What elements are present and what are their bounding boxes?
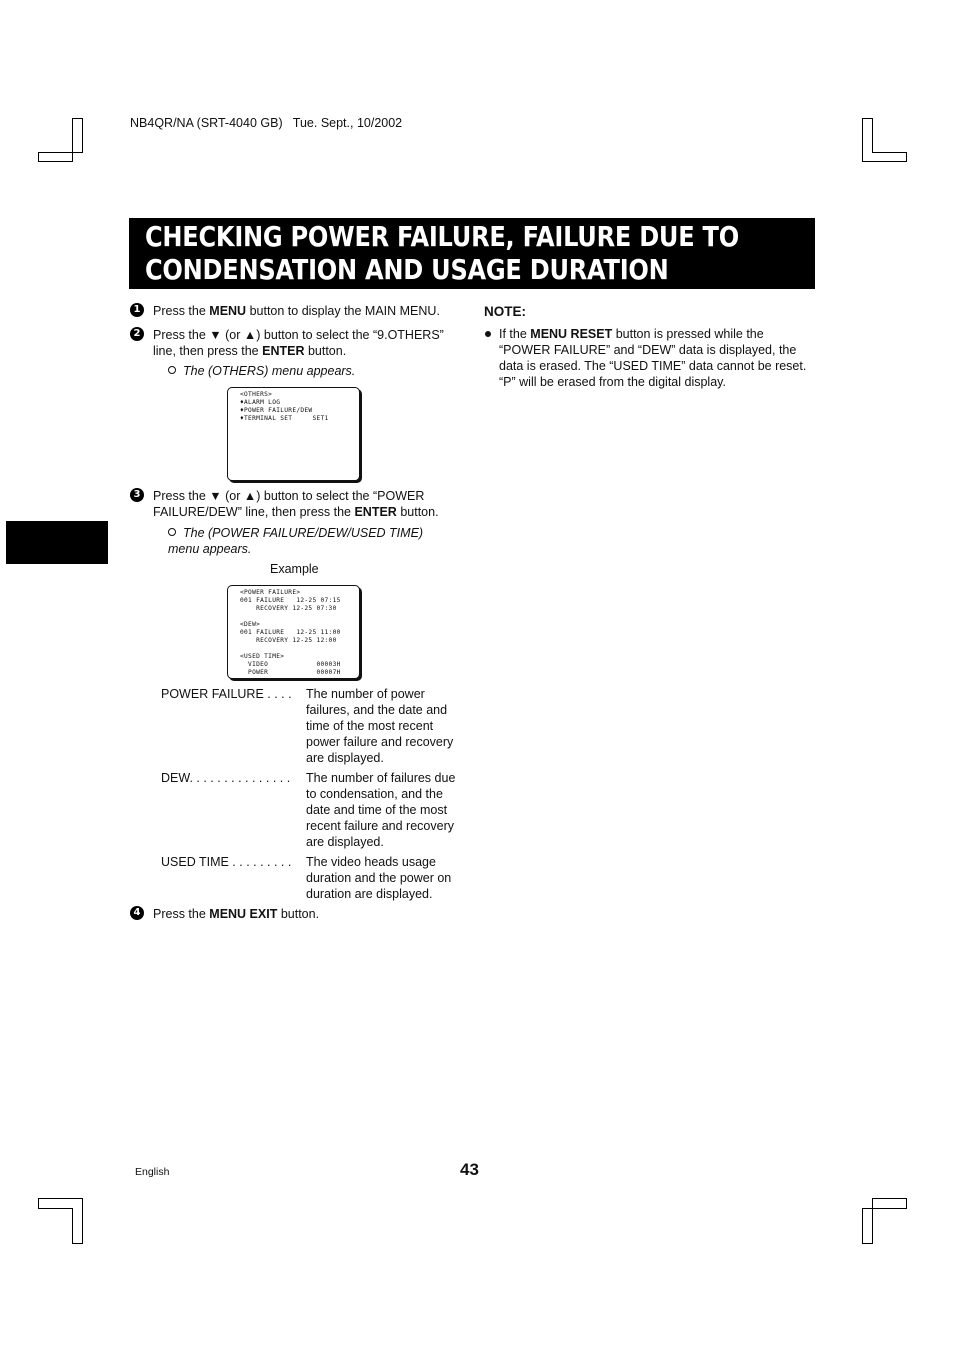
screen-line: <DEW> (240, 621, 261, 628)
step-number: 2 (130, 327, 144, 341)
step-4-text: Press the MENU EXIT button. (153, 907, 320, 921)
screen-line: ♦POWER FAILURE/DEW (240, 407, 313, 414)
crop-mark (72, 118, 83, 119)
footer-language: English (135, 1166, 170, 1178)
crop-mark (862, 118, 873, 119)
power-failure-screen (227, 585, 360, 679)
screen-line: RECOVERY 12-25 07:30 (240, 605, 337, 612)
step-1-text: Press the MENU button to display the MAIN MENU. (153, 304, 440, 318)
others-menu-screen (227, 387, 360, 481)
definition-desc: The video heads usage duration and the power on duration are displayed. (306, 855, 452, 901)
crop-mark (38, 1198, 82, 1199)
screen-line: RECOVERY 12-25 12:00 (240, 637, 337, 644)
screen-line: POWER 00007H (240, 669, 341, 676)
crop-mark (38, 152, 39, 162)
crop-mark (862, 1208, 863, 1244)
crop-mark (906, 1198, 907, 1209)
crop-mark (862, 1243, 873, 1244)
screen-line: 001 FAILURE 12-25 11:00 (240, 629, 341, 636)
page-title (129, 218, 815, 289)
step-3-result: The (POWER FAILURE/DEW/USED TIME) menu appears. (168, 526, 424, 556)
note-text: If the MENU RESET button is pressed while the “POWER FAILURE” and “DEW” data is displayed, the data is erased. The “USED TIME” data cannot be reset. “P” will be erased from the digital display. (499, 327, 807, 389)
circle-bullet-icon (168, 366, 176, 374)
screen-line: 001 FAILURE 12-25 07:15 (240, 597, 341, 604)
document-code: NB4QR/NA (SRT-4040 GB) Tue. Sept., 10/2002 (130, 116, 403, 130)
definition-desc: The number of power failures, and the date and time of the most recent power failure and recovery are displayed. (306, 687, 454, 765)
crop-mark (72, 1208, 73, 1244)
section-tab (6, 521, 108, 564)
bullet-icon (485, 331, 491, 337)
circle-bullet-icon (168, 528, 176, 536)
crop-mark (906, 152, 907, 162)
step-3-text: Press the ▼ (or ▲) button to select the “POWER FAILURE/DEW” line, then press the ENTER button. (153, 489, 439, 519)
crop-mark (72, 1243, 83, 1244)
step-number: 3 (130, 488, 144, 502)
step-2-text: Press the ▼ (or ▲) button to select the “9.OTHERS” line, then press the ENTER button. (153, 328, 444, 358)
page-title-line-1: CHECKING POWER FAILURE, FAILURE DUE TO (145, 220, 739, 253)
crop-mark (72, 118, 73, 162)
crop-mark (82, 118, 83, 153)
crop-mark (872, 118, 873, 153)
step-number: 4 (130, 906, 144, 920)
crop-mark (872, 1198, 907, 1199)
crop-mark (862, 118, 863, 162)
screen-line: ♦ALARM LOG (240, 399, 281, 406)
screen-line (240, 645, 359, 653)
definition-term: DEW. . . . . . . . . . . . . . . (161, 771, 291, 785)
step-2-result: The (OTHERS) menu appears. (168, 363, 458, 379)
screen-line: VIDEO 00003H (240, 661, 341, 668)
crop-mark (38, 1198, 39, 1209)
crop-mark (38, 152, 82, 153)
step-number: 1 (130, 303, 144, 317)
screen-line: <POWER FAILURE> (240, 589, 301, 596)
crop-mark (872, 152, 907, 153)
page-title-line-2: CONDENSATION AND USAGE DURATION (145, 253, 669, 286)
crop-mark (82, 1198, 83, 1244)
screen-line: <USED TIME> (240, 653, 285, 660)
crop-mark (872, 1198, 873, 1244)
page-number: 43 (460, 1160, 479, 1179)
crop-mark (38, 161, 72, 162)
example-label: Example (270, 562, 319, 576)
definition-term: USED TIME . . . . . . . . . (161, 855, 292, 869)
definition-term: POWER FAILURE . . . . (161, 687, 292, 701)
definition-desc: The number of failures due to condensation, and the date and time of the most recent failure and recovery are displayed. (306, 771, 456, 849)
crop-mark (862, 161, 907, 162)
screen-line: <OTHERS> (240, 391, 273, 398)
screen-line (240, 613, 359, 621)
note-heading: NOTE: (484, 304, 526, 319)
crop-mark (38, 1208, 72, 1209)
crop-mark (862, 1208, 907, 1209)
screen-line: ♦TERMINAL SET SET1 (240, 415, 329, 422)
